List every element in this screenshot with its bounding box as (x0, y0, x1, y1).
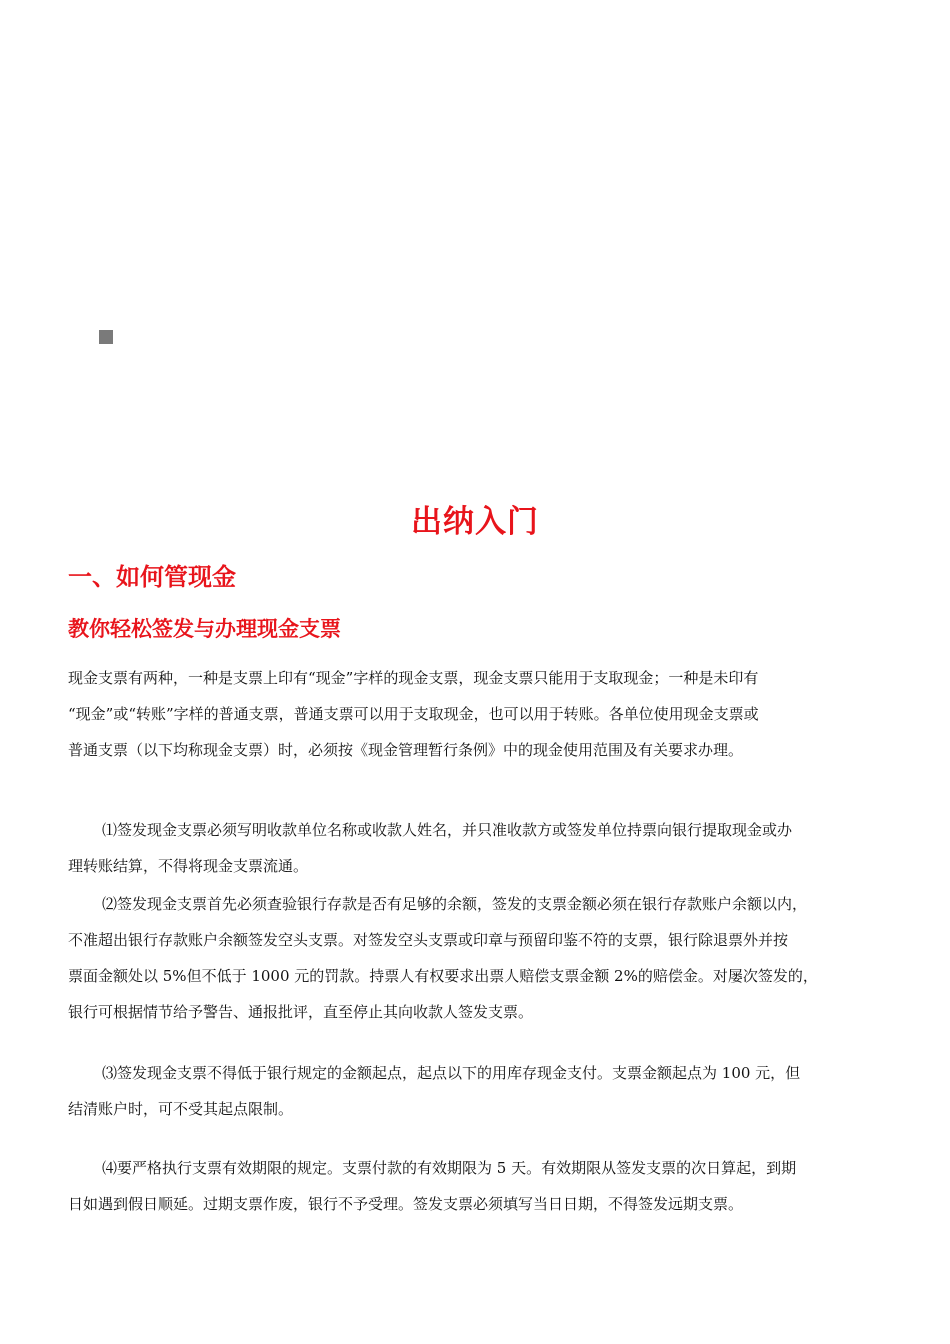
text-line: ⑶签发现金支票不得低于银行规定的金额起点，起点以下的用库存现金支付。支票金额起点为 100 元，但 (102, 1064, 801, 1082)
document-title: 出纳入门 (411, 504, 539, 540)
section-heading: 一、如何管现金 (68, 563, 236, 591)
text-line: 银行可根据情节给予警告、通报批评，直至停止其向收款人签发支票。 (68, 1003, 534, 1021)
gray-square-bullet-icon (99, 330, 113, 344)
text-line: 理转账结算，不得将现金支票流通。 (68, 857, 309, 875)
text-line: 日如遇到假日顺延。过期支票作废，银行不予受理。签发支票必须填写当日日期，不得签发远期支票。 (68, 1195, 744, 1213)
sub-heading: 教你轻松签发与办理现金支票 (68, 617, 341, 641)
text-line: ⑷要严格执行支票有效期限的规定。支票付款的有效期限为 5 天。有效期限从签发支票的次日算起，到期 (102, 1159, 797, 1177)
rule-paragraph-2 (68, 886, 890, 1030)
text-line: 现金支票有两种，一种是支票上印有“现金”字样的现金支票，现金支票只能用于支取现金；一种是未印有 (68, 669, 759, 687)
text-line: 普通支票（以下均称现金支票）时，必须按《现金管理暂行条例》中的现金使用范围及有关要求办理。 (68, 741, 744, 759)
text-line: ⑵签发现金支票首先必须查验银行存款是否有足够的余额，签发的支票金额必须在银行存款账户余额以内， (102, 895, 808, 913)
text-line: 票面金额处以 5%但不低于 1000 元的罚款。持票人有权要求出票人赔偿支票金额 2%的赔偿金。对屡次签发的， (68, 967, 818, 985)
text-line: 不准超出银行存款账户余额签发空头支票。对签发空头支票或印章与预留印鉴不符的支票，银行除退票外并按 (68, 931, 789, 949)
text-line: “现金”或“转账”字样的普通支票，普通支票可以用于支取现金，也可以用于转账。各单位使用现金支票或 (68, 705, 759, 723)
intro-paragraph (68, 660, 890, 768)
rule-paragraph-1 (68, 812, 890, 884)
rule-paragraph-4 (68, 1150, 890, 1222)
rule-paragraph-3 (68, 1055, 890, 1127)
text-line: ⑴签发现金支票必须写明收款单位名称或收款人姓名，并只准收款方或签发单位持票向银行提取现金或办 (102, 821, 793, 839)
text-line: 结清账户时，可不受其起点限制。 (68, 1100, 294, 1118)
